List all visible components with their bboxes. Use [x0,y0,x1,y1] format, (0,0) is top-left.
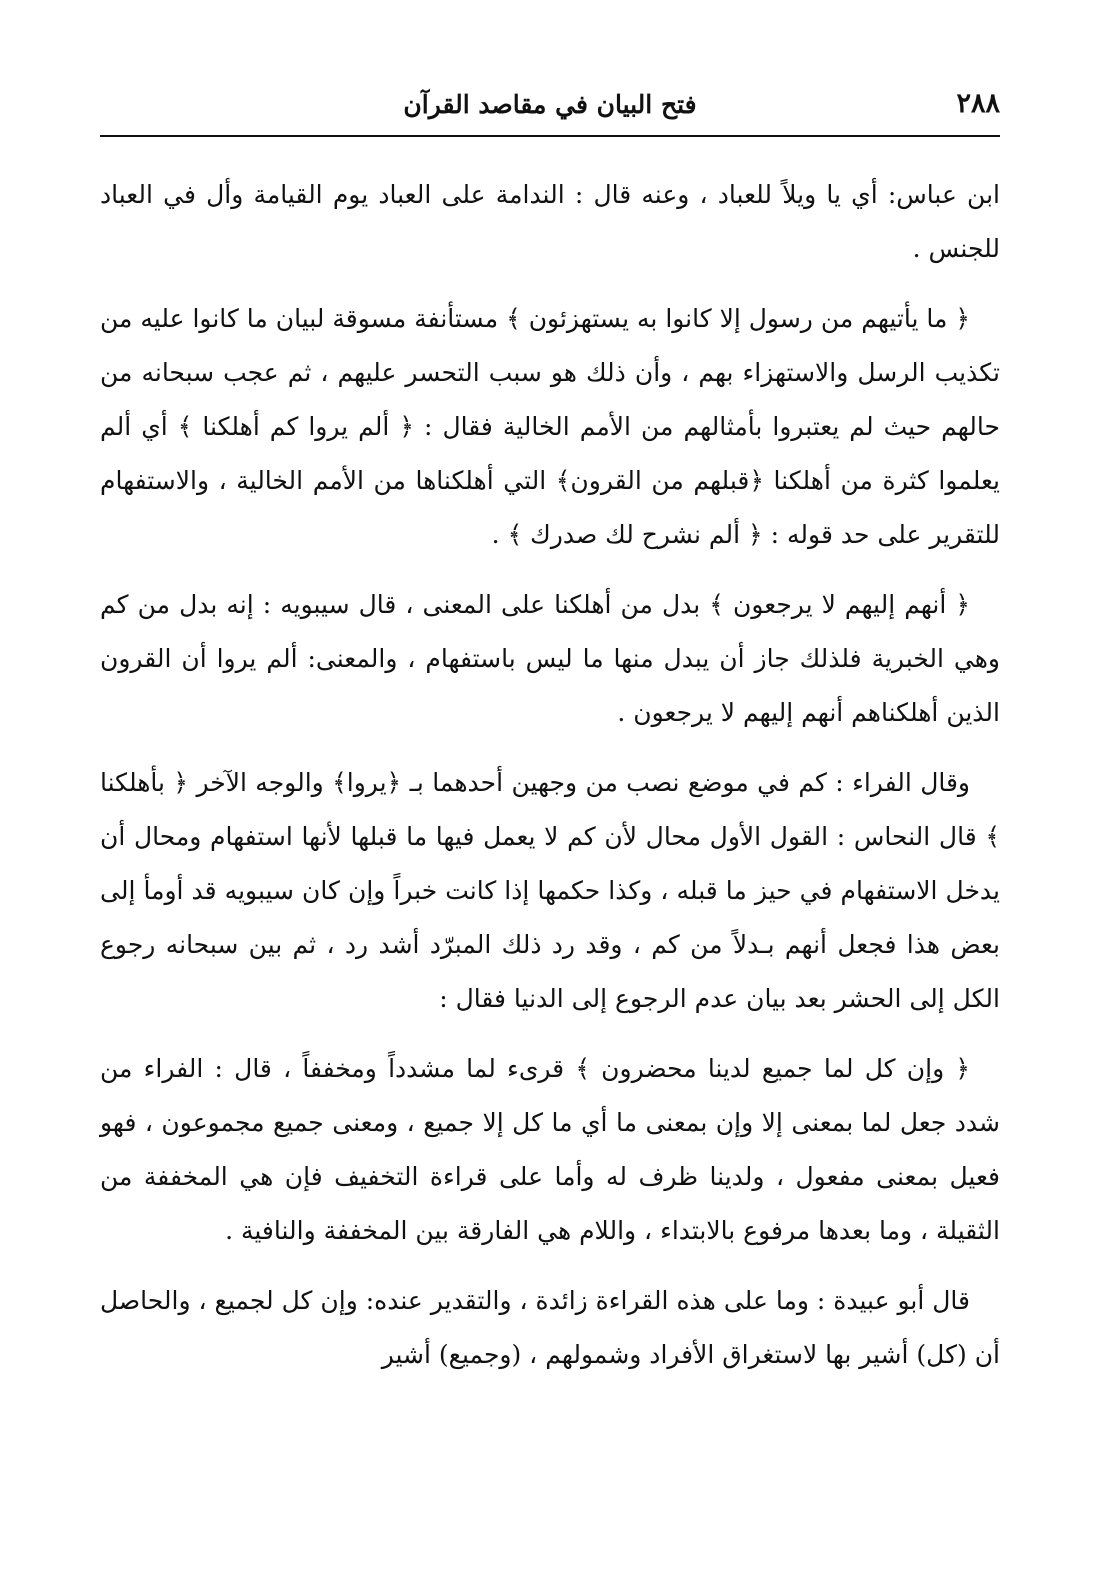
paragraph-3: ﴿ أنهم إليهم لا يرجعون ﴾ بدل من أهلكنا على المعنى ، قال سيبويه : إنه بدل من كم وهي الخبرية فلذلك جاز أن يبدل منها ما ليس باستفهام ، والمعنى: ألم يروا أن القرون الذين أهلكناهم أنهم إليهم لا يرجعون . [100,590,1000,727]
running-title: فتح البيان في مقاصد القرآن [403,90,697,119]
header-divider [100,135,1000,137]
page-number: ٢٨٨ [956,88,1000,119]
paragraph-4: وقال الفراء : كم في موضع نصب من وجهين أحدهما بـ ﴿يروا﴾ والوجه الآخر ﴿ بأهلكنا ﴾ قال النحاس : القول الأول محال لأن كم لا يعمل فيها ما قبلها لأنها استفهام ومحال أن يدخل الاستفهام في حيز ما قبله ، وكذا حكمها إذا كانت خبراً وإن كان سيبويه قد أومأ إلى بعض هذا فجعل أنهم بـدلاً من كم ، وقد رد ذلك المبرّد أشد رد ، ثم بين سبحانه رجوع الكل إلى الحشر بعد بيان عدم الرجوع إلى الدنيا فقال : [100,768,1000,1013]
page-header [100,82,1000,134]
paragraph-5: ﴿ وإن كل لما جميع لدينا محضرون ﴾ قرىء لما مشدداً ومخففاً ، قال : الفراء من شدد جعل لما بمعنى إلا وإن بمعنى ما أي ما كل إلا جميع ، ومعنى جميع مجموعون ، فهو فعيل بمعنى مفعول ، ولدينا ظرف له وأما على قراءة التخفيف فإن هي المخففة من الثقيلة ، وما بعدها مرفوع بالابتداء ، واللام هي الفارقة بين المخففة والنافية . [100,1054,1000,1245]
body-text [100,168,1000,1553]
paragraph-2: ﴿ ما يأتيهم من رسول إلا كانوا به يستهزئون ﴾ مستأنفة مسوقة لبيان ما كانوا عليه من تكذيب الرسل والاستهزاء بهم ، وأن ذلك هو سبب التحسر عليهم ، ثم عجب سبحانه من حالهم حيث لم يعتبروا بأمثالهم من الأمم الخالية فقال : ﴿ ألم يروا كم أهلكنا ﴾ أي ألم يعلموا كثرة من أهلكنا ﴿قبلهم من القرون﴾ التي أهلكناها من الأمم الخالية ، والاستفهام للتقرير على حد قوله : ﴿ ألم نشرح لك صدرك ﴾ . [100,304,1000,549]
paragraph-1: ابن عباس: أي يا ويلاً للعباد ، وعنه قال : الندامة على العباد يوم القيامة وأل في العباد للجنس . [100,180,1000,263]
paragraph-6: قال أبو عبيدة : وما على هذه القراءة زائدة ، والتقدير عنده: وإن كل لجميع ، والحاصل أن (كل) أشير بها لاستغراق الأفراد وشمولهم ، (وجميع) أشير [100,1286,1000,1369]
